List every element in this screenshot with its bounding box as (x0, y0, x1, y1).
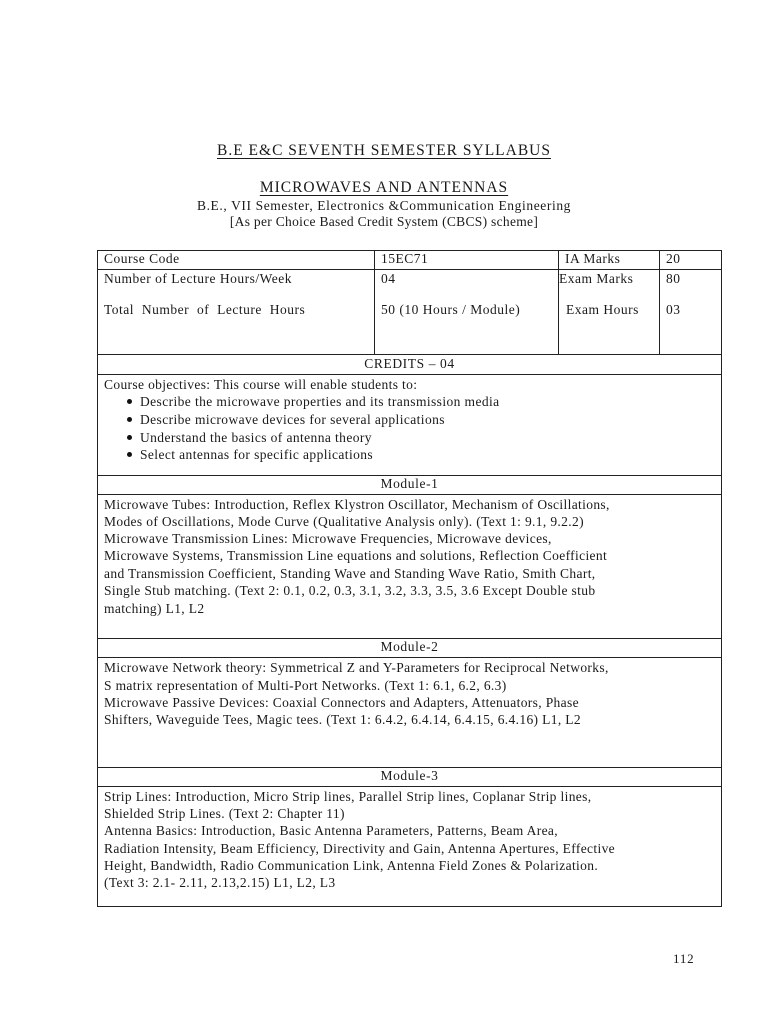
table-divider (97, 494, 722, 495)
ia-marks-value: 20 (666, 251, 681, 266)
module-2-line: Shifters, Waveguide Tees, Magic tees. (Text 1: 6.4.2, 6.4.14, 6.4.15, 6.4.16) L1, L2 (104, 712, 581, 727)
module-3-line: Shielded Strip Lines. (Text 2: Chapter 11) (104, 806, 345, 821)
bullet-icon (127, 399, 132, 404)
exam-marks-label: Exam Marks (559, 271, 634, 286)
module-1-line: Single Stub matching. (Text 2: 0.1, 0.2, 0.3, 3.1, 3.2, 3.3, 3.5, 3.6 Except Double stub (104, 583, 596, 598)
page-number: 112 (673, 951, 695, 966)
objective-item: Select antennas for specific applications (127, 446, 373, 464)
objective-item: Understand the basics of antenna theory (127, 429, 372, 447)
credits-row: CREDITS – 04 (364, 356, 455, 371)
module-2-line: Microwave Passive Devices: Coaxial Connectors and Adapters, Attenuators, Phase (104, 695, 579, 710)
module-1-heading: Module-1 (380, 476, 439, 491)
module-1-line: matching) L1, L2 (104, 601, 205, 616)
lecture-hours-week-label: Number of Lecture Hours/Week (104, 271, 292, 286)
program-line: B.E., VII Semester, Electronics &Communication Engineering (196, 198, 572, 213)
module-3-line: Strip Lines: Introduction, Micro Strip lines, Parallel Strip lines, Coplanar Strip lines, (104, 789, 592, 804)
module-3-line: Height, Bandwidth, Radio Communication Link, Antenna Field Zones & Polarization. (104, 858, 599, 873)
module-2-line: Microwave Network theory: Symmetrical Z and Y-Parameters for Reciprocal Networks, (104, 660, 609, 675)
table-column-line (558, 250, 559, 354)
exam-marks-value: 80 (666, 271, 681, 286)
course-code-label: Course Code (104, 251, 180, 266)
module-1-line: Microwave Transmission Lines: Microwave Frequencies, Microwave devices, (104, 531, 552, 546)
module-2-heading: Module-2 (380, 639, 439, 654)
module-3-heading: Module-3 (380, 768, 439, 783)
module-1-line: Modes of Oscillations, Mode Curve (Qualitative Analysis only). (Text 1: 9.1, 9.2.2) (104, 514, 584, 529)
module-1-line: and Transmission Coefficient, Standing Wave and Standing Wave Ratio, Smith Chart, (104, 566, 596, 581)
scheme-line: [As per Choice Based Credit System (CBCS) scheme] (229, 214, 539, 229)
module-3-line: (Text 3: 2.1- 2.11, 2.13,2.15) L1, L2, L3 (104, 875, 336, 890)
table-divider (97, 374, 722, 375)
module-3-line: Antenna Basics: Introduction, Basic Antenna Parameters, Patterns, Beam Area, (104, 823, 558, 838)
bullet-icon (127, 435, 132, 440)
total-lecture-hours-label: Total Number of Lecture Hours (104, 302, 306, 317)
syllabus-title: B.E E&C SEVENTH SEMESTER SYLLABUS (217, 142, 551, 159)
table-divider (97, 657, 722, 658)
objective-item: Describe microwave devices for several applications (127, 411, 445, 429)
course-code-value: 15EC71 (381, 251, 429, 266)
table-column-line (374, 250, 375, 354)
course-title: MICROWAVES AND ANTENNAS (259, 179, 509, 196)
bullet-icon (127, 452, 132, 457)
bullet-icon (127, 417, 132, 422)
objective-item: Describe the microwave properties and its transmission media (127, 393, 500, 411)
module-1-line: Microwave Tubes: Introduction, Reflex Klystron Oscillator, Mechanism of Oscillations, (104, 497, 610, 512)
objectives-intro: Course objectives: This course will enable students to: (104, 377, 418, 392)
ia-marks-label: IA Marks (565, 251, 621, 266)
table-divider (97, 354, 722, 355)
exam-hours-value: 03 (666, 302, 681, 317)
total-lecture-hours-value: 50 (10 Hours / Module) (381, 302, 521, 317)
table-divider (97, 786, 722, 787)
module-1-line: Microwave Systems, Transmission Line equations and solutions, Reflection Coefficient (104, 548, 608, 563)
table-column-line (659, 250, 660, 354)
module-2-line: S matrix representation of Multi-Port Networks. (Text 1: 6.1, 6.2, 6.3) (104, 678, 507, 693)
lecture-hours-week-value: 04 (381, 271, 396, 286)
module-3-line: Radiation Intensity, Beam Efficiency, Directivity and Gain, Antenna Apertures, Effective (104, 841, 616, 856)
table-divider (97, 269, 722, 270)
exam-hours-label: Exam Hours (566, 302, 639, 317)
